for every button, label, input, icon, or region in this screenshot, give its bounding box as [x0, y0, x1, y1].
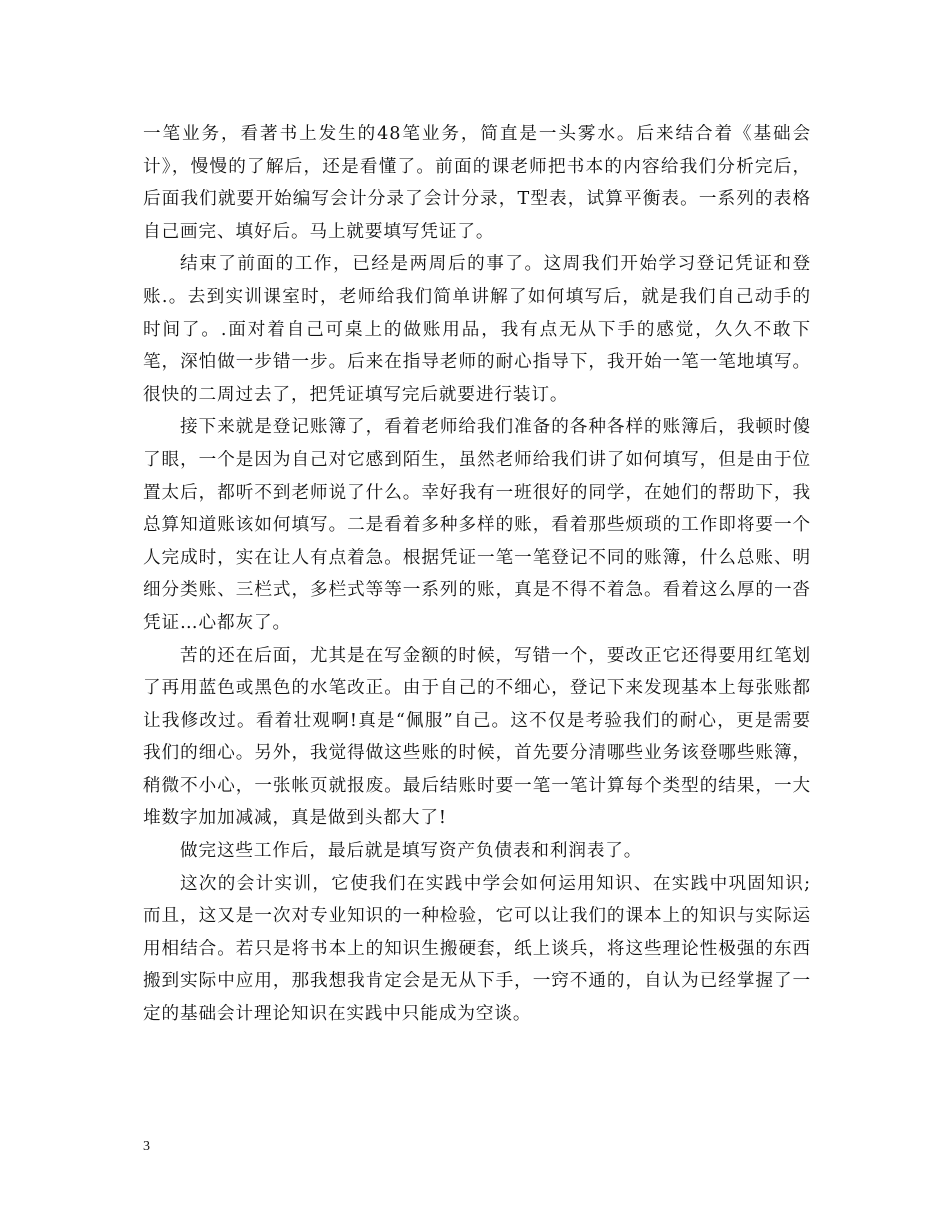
- paragraph-1: 一笔业务，看著书上发生的48笔业务，简直是一头雾水。后来结合着《基础会计》，慢慢的了解后，还是看懂了。前面的课老师把书本的内容给我们分析完后，后面我们就要开始编写会计分录了会计分录，T型表，试算平衡表。一系列的表格自己画完、填好后。马上就要填写凭证了。: [143, 124, 811, 242]
- paragraph-2: 结束了前面的工作，已经是两周后的事了。这周我们开始学习登记凭证和登账.。去到实训课室时，老师给我们简单讲解了如何填写后，就是我们自己动手的时间了。.面对着自己可桌上的做账用品，我有点无从下手的感觉，久久不敢下笔，深怕做一步错一步。后来在指导老师的耐心指导下，我开始一笔一笔地填写。很快的二周过去了，把凭证填写完后就要进行装订。: [143, 254, 811, 405]
- document-body: [143, 118, 811, 1031]
- paragraph-4: 苦的还在后面，尤其是在写金额的时候，写错一个，要改正它还得要用红笔划了再用蓝色或黑色的水笔改正。由于自己的不细心，登记下来发现基本上每张账都让我修改过。看着壮观啊!真是“佩服”自己。这不仅是考验我们的耐心，更是需要我们的细心。另外，我觉得做这些账的时候，首先要分清哪些业务该登哪些账簿，稍微不小心，一张帐页就报废。最后结账时要一笔一笔计算每个类型的结果，一大堆数字加加减减，真是做到头都大了!: [143, 645, 811, 829]
- paragraph-6: 这次的会计实训，它使我们在实践中学会如何运用知识、在实践中巩固知识;而且，这又是一次对专业知识的一种检验，它可以让我们的课本上的知识与实际运用相结合。若只是将书本上的知识生搬硬套，纸上谈兵，将这些理论性极强的东西搬到实际中应用，那我想我肯定会是无从下手，一窍不通的，自认为已经掌握了一定的基础会计理论知识在实践中只能成为空谈。: [143, 873, 811, 1025]
- paragraph-5: 做完这些工作后，最后就是填写资产负债表和利润表了。: [179, 841, 643, 862]
- page-number: 3: [143, 1139, 150, 1154]
- paragraph-3: 接下来就是登记账簿了，看着老师给我们准备的各种各样的账簿后，我顿时傻了眼，一个是因为自己对它感到陌生，虽然老师给我们讲了如何填写，但是由于位置太后，都听不到老师说了什么。幸好我有一班很好的同学，在她们的帮助下，我总算知道账该如何填写。二是看着多种多样的账，看着那些烦琐的工作即将要一个人完成时，实在让人有点着急。根据凭证一笔一笔登记不同的账簿，什么总账、明细分类账、三栏式，多栏式等等一系列的账，真是不得不着急。看着这么厚的一沓凭证…心都灰了。: [143, 417, 811, 633]
